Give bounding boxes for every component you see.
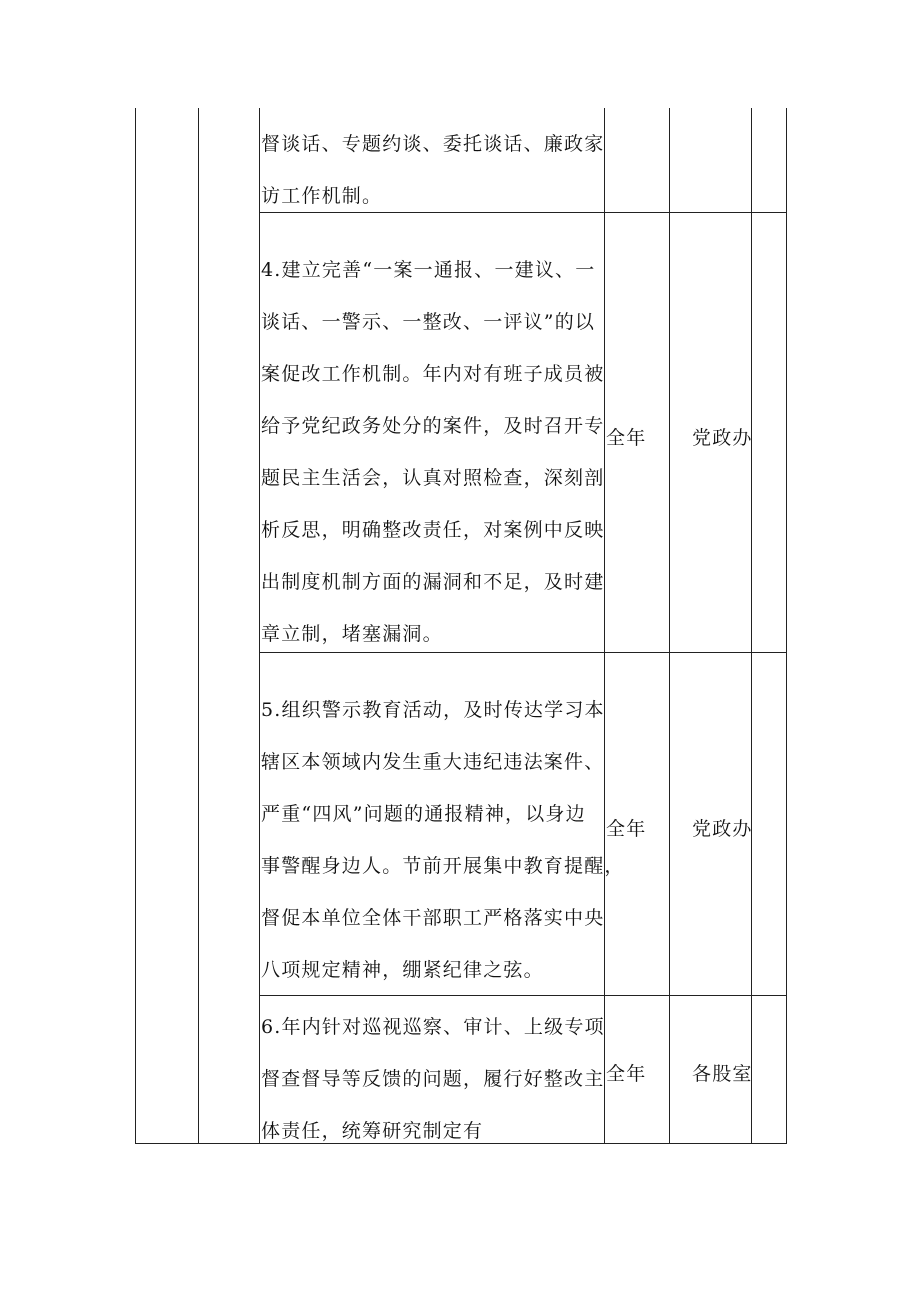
column-divider-4 [669,108,670,1144]
cell-line: 督查督导等反馈的问题，履行好整改主 [261,1068,605,1090]
table-border-left [135,108,136,1144]
cell-line: 5.组织警示教育活动，及时传达学习本 [261,699,605,721]
cell-line: 题民主生活会，认真对照检查，深刻剖 [261,467,605,489]
time-cell: 全年 [606,1063,647,1085]
cell-line: 谈话、一警示、一整改、一评议”的以 [261,311,596,333]
cell-line: 体责任，统筹研究制定有 [261,1120,484,1142]
column-divider-2 [259,108,260,1144]
cell-line: 事警醒身边人。节前开展集中教育提醒， [261,855,625,877]
cell-line: 出制度机制方面的漏洞和不足，及时建 [261,571,605,593]
table-cell-content [261,1001,605,1157]
time-cell: 全年 [606,818,647,840]
cell-line: 析反思，明确整改责任，对案例中反映 [261,519,605,541]
cell-line: 八项规定精神，绷紧纪律之弦。 [261,959,544,981]
cell-line: 章立制，堵塞漏洞。 [261,623,443,645]
cell-line: 6.年内针对巡视巡察、审计、上级专项 [261,1016,605,1038]
table-cell-content [261,118,604,222]
column-divider-1 [198,108,199,1144]
cell-line: 督谈话、专题约谈、委托谈话、廉政家 [261,133,605,155]
table-cell-content [261,244,604,660]
cell-line: 辖区本领域内发生重大违纪违法案件、 [261,751,605,773]
dept-cell: 党政办 [692,427,753,449]
dept-cell: 各股室 [692,1063,753,1085]
table-cell-content [261,684,625,996]
cell-line: 4.建立完善“一案一通报、一建议、一 [261,259,596,281]
time-cell: 全年 [606,427,647,449]
cell-line: 访工作机制。 [261,185,383,207]
table-border-right [786,108,787,1144]
column-divider-5 [751,108,752,1144]
cell-line: 严重“四风”问题的通报精神，以身边 [261,803,586,825]
cell-line: 给予党纪政务处分的案件，及时召开专 [261,415,605,437]
cell-line: 督促本单位全体干部职工严格落实中央 [261,907,605,929]
dept-cell: 党政办 [692,818,753,840]
cell-line: 案促改工作机制。年内对有班子成员被 [261,363,605,385]
